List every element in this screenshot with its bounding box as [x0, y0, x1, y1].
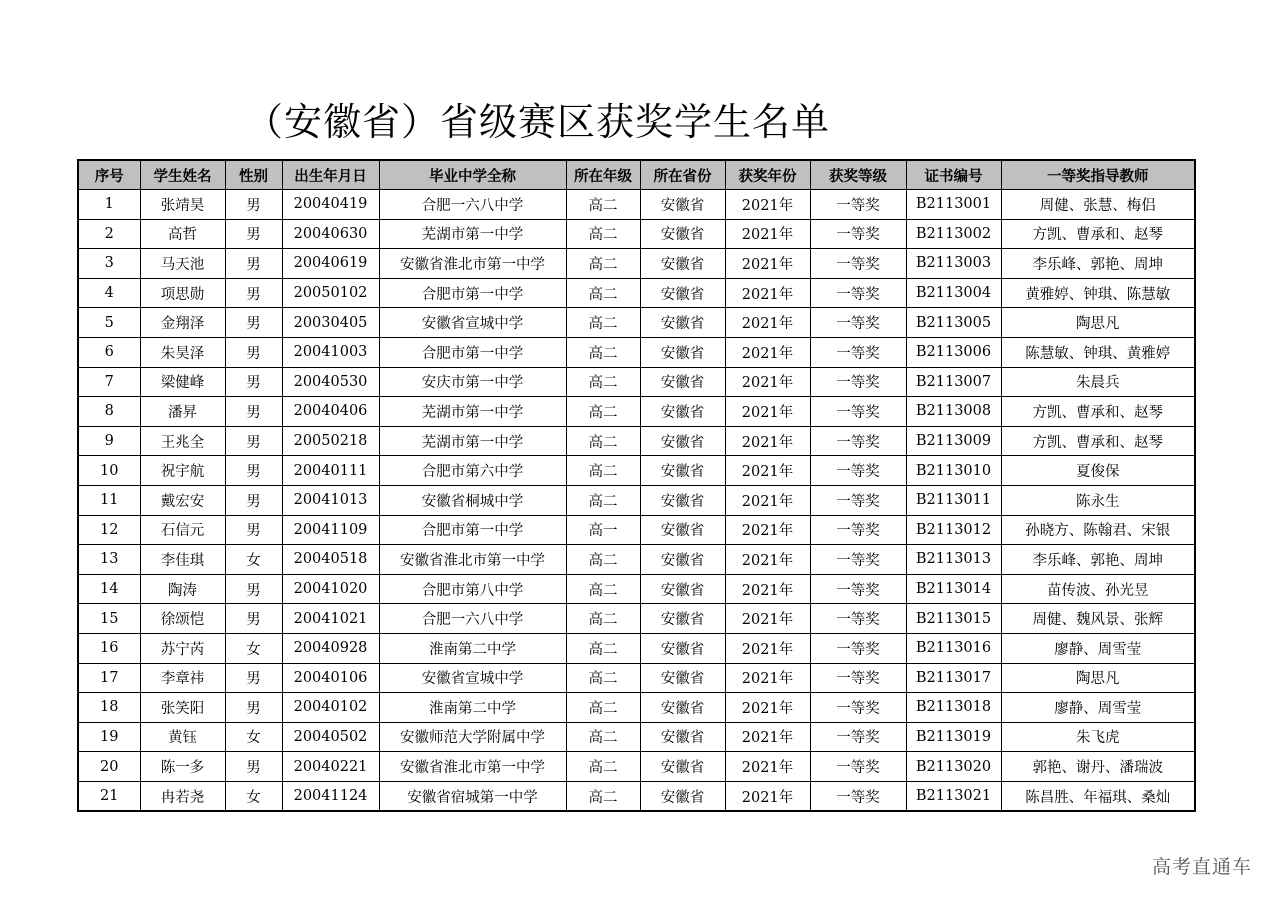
cell-award-year: 2021年 — [725, 456, 810, 486]
table-body — [78, 190, 1195, 812]
cell-province: 安徽省 — [640, 604, 725, 634]
cell-school: 安庆市第一中学 — [379, 367, 566, 397]
cell-certificate: B2113004 — [906, 278, 1001, 308]
cell-birthdate: 20040106 — [282, 663, 379, 693]
cell-province: 安徽省 — [640, 249, 725, 279]
cell-award-level: 一等奖 — [810, 663, 906, 693]
cell-certificate: B2113011 — [906, 485, 1001, 515]
cell-grade: 高二 — [566, 663, 640, 693]
cell-birthdate: 20050218 — [282, 426, 379, 456]
col-header-birthdate: 出生年月日 — [282, 160, 379, 190]
col-header-grade: 所在年级 — [566, 160, 640, 190]
cell-province: 安徽省 — [640, 337, 725, 367]
cell-name: 潘昇 — [140, 397, 225, 427]
cell-award-level: 一等奖 — [810, 278, 906, 308]
cell-index: 4 — [78, 278, 140, 308]
cell-teachers: 陶思凡 — [1001, 308, 1195, 338]
cell-gender: 女 — [225, 633, 282, 663]
cell-award-level: 一等奖 — [810, 781, 906, 811]
cell-award-year: 2021年 — [725, 485, 810, 515]
cell-name: 陈一多 — [140, 752, 225, 782]
cell-award-level: 一等奖 — [810, 249, 906, 279]
cell-province: 安徽省 — [640, 752, 725, 782]
cell-index: 19 — [78, 722, 140, 752]
cell-birthdate: 20040630 — [282, 219, 379, 249]
award-table — [77, 159, 1196, 812]
cell-teachers: 陈慧敏、钟琪、黄雅婷 — [1001, 337, 1195, 367]
col-header-name: 学生姓名 — [140, 160, 225, 190]
cell-gender: 男 — [225, 397, 282, 427]
table-row — [78, 722, 1195, 752]
cell-index: 1 — [78, 190, 140, 220]
cell-birthdate: 20030405 — [282, 308, 379, 338]
cell-grade: 高二 — [566, 190, 640, 220]
cell-award-level: 一等奖 — [810, 426, 906, 456]
cell-award-year: 2021年 — [725, 574, 810, 604]
cell-gender: 男 — [225, 604, 282, 634]
cell-certificate: B2113008 — [906, 397, 1001, 427]
cell-certificate: B2113006 — [906, 337, 1001, 367]
cell-grade: 高二 — [566, 219, 640, 249]
cell-grade: 高二 — [566, 249, 640, 279]
cell-certificate: B2113002 — [906, 219, 1001, 249]
cell-birthdate: 20040221 — [282, 752, 379, 782]
cell-award-year: 2021年 — [725, 426, 810, 456]
cell-birthdate: 20040502 — [282, 722, 379, 752]
cell-award-year: 2021年 — [725, 545, 810, 575]
cell-index: 16 — [78, 633, 140, 663]
cell-name: 祝宇航 — [140, 456, 225, 486]
cell-name: 张笑阳 — [140, 693, 225, 723]
cell-teachers: 李乐峰、郭艳、周坤 — [1001, 545, 1195, 575]
cell-grade: 高二 — [566, 308, 640, 338]
cell-index: 7 — [78, 367, 140, 397]
cell-award-year: 2021年 — [725, 515, 810, 545]
cell-name: 李佳琪 — [140, 545, 225, 575]
table-row — [78, 426, 1195, 456]
cell-birthdate: 20041109 — [282, 515, 379, 545]
cell-index: 6 — [78, 337, 140, 367]
cell-teachers: 方凯、曹承和、赵琴 — [1001, 219, 1195, 249]
cell-grade: 高二 — [566, 545, 640, 575]
cell-gender: 男 — [225, 249, 282, 279]
cell-award-year: 2021年 — [725, 219, 810, 249]
cell-name: 冉若尧 — [140, 781, 225, 811]
cell-index: 13 — [78, 545, 140, 575]
cell-birthdate: 20041124 — [282, 781, 379, 811]
cell-name: 张靖昊 — [140, 190, 225, 220]
col-header-award-year: 获奖年份 — [725, 160, 810, 190]
cell-name: 苏宁芮 — [140, 633, 225, 663]
table-row — [78, 249, 1195, 279]
cell-grade: 高二 — [566, 604, 640, 634]
cell-name: 徐颂恺 — [140, 604, 225, 634]
cell-province: 安徽省 — [640, 219, 725, 249]
cell-province: 安徽省 — [640, 693, 725, 723]
cell-index: 11 — [78, 485, 140, 515]
cell-teachers: 孙晓方、陈翰君、宋银 — [1001, 515, 1195, 545]
cell-teachers: 苗传波、孙光昱 — [1001, 574, 1195, 604]
cell-index: 2 — [78, 219, 140, 249]
cell-name: 朱昊泽 — [140, 337, 225, 367]
cell-school: 芜湖市第一中学 — [379, 397, 566, 427]
cell-index: 18 — [78, 693, 140, 723]
cell-index: 3 — [78, 249, 140, 279]
cell-name: 陶涛 — [140, 574, 225, 604]
cell-grade: 高二 — [566, 633, 640, 663]
cell-certificate: B2113018 — [906, 693, 1001, 723]
cell-province: 安徽省 — [640, 456, 725, 486]
table-row — [78, 308, 1195, 338]
cell-name: 李章祎 — [140, 663, 225, 693]
cell-certificate: B2113014 — [906, 574, 1001, 604]
cell-certificate: B2113003 — [906, 249, 1001, 279]
cell-gender: 男 — [225, 515, 282, 545]
cell-award-year: 2021年 — [725, 604, 810, 634]
cell-name: 梁健峰 — [140, 367, 225, 397]
cell-gender: 男 — [225, 219, 282, 249]
table-row — [78, 397, 1195, 427]
cell-index: 12 — [78, 515, 140, 545]
cell-gender: 男 — [225, 663, 282, 693]
cell-award-year: 2021年 — [725, 337, 810, 367]
cell-teachers: 廖静、周雪莹 — [1001, 633, 1195, 663]
table-row — [78, 190, 1195, 220]
cell-grade: 高二 — [566, 693, 640, 723]
col-header-gender: 性别 — [225, 160, 282, 190]
cell-award-level: 一等奖 — [810, 604, 906, 634]
cell-teachers: 陈永生 — [1001, 485, 1195, 515]
cell-grade: 高二 — [566, 367, 640, 397]
cell-school: 安徽省宿城第一中学 — [379, 781, 566, 811]
cell-gender: 男 — [225, 456, 282, 486]
cell-school: 合肥一六八中学 — [379, 190, 566, 220]
cell-birthdate: 20040102 — [282, 693, 379, 723]
cell-index: 14 — [78, 574, 140, 604]
cell-teachers: 周健、魏风景、张辉 — [1001, 604, 1195, 634]
cell-birthdate: 20041021 — [282, 604, 379, 634]
cell-teachers: 方凯、曹承和、赵琴 — [1001, 426, 1195, 456]
cell-name: 戴宏安 — [140, 485, 225, 515]
table-row — [78, 633, 1195, 663]
cell-birthdate: 20041020 — [282, 574, 379, 604]
cell-teachers: 夏俊保 — [1001, 456, 1195, 486]
cell-award-year: 2021年 — [725, 397, 810, 427]
watermark: 高考直通车 — [1151, 856, 1252, 878]
cell-index: 17 — [78, 663, 140, 693]
cell-birthdate: 20040530 — [282, 367, 379, 397]
col-header-certificate: 证书编号 — [906, 160, 1001, 190]
cell-grade: 高二 — [566, 574, 640, 604]
cell-grade: 高二 — [566, 278, 640, 308]
cell-school: 安徽省宣城中学 — [379, 663, 566, 693]
cell-school: 合肥市第六中学 — [379, 456, 566, 486]
cell-certificate: B2113010 — [906, 456, 1001, 486]
cell-name: 高哲 — [140, 219, 225, 249]
cell-award-level: 一等奖 — [810, 219, 906, 249]
cell-school: 安徽省宣城中学 — [379, 308, 566, 338]
cell-award-level: 一等奖 — [810, 545, 906, 575]
cell-index: 5 — [78, 308, 140, 338]
cell-teachers: 朱飞虎 — [1001, 722, 1195, 752]
cell-school: 安徽师范大学附属中学 — [379, 722, 566, 752]
cell-certificate: B2113001 — [906, 190, 1001, 220]
cell-gender: 男 — [225, 485, 282, 515]
cell-birthdate: 20040928 — [282, 633, 379, 663]
cell-grade: 高二 — [566, 397, 640, 427]
cell-index: 10 — [78, 456, 140, 486]
cell-grade: 高二 — [566, 722, 640, 752]
cell-grade: 高二 — [566, 456, 640, 486]
cell-teachers: 陈昌胜、年福琪、桑灿 — [1001, 781, 1195, 811]
cell-province: 安徽省 — [640, 574, 725, 604]
cell-province: 安徽省 — [640, 663, 725, 693]
cell-school: 安徽省淮北市第一中学 — [379, 249, 566, 279]
cell-province: 安徽省 — [640, 722, 725, 752]
cell-birthdate: 20041003 — [282, 337, 379, 367]
cell-province: 安徽省 — [640, 633, 725, 663]
col-header-index: 序号 — [78, 160, 140, 190]
cell-teachers: 李乐峰、郭艳、周坤 — [1001, 249, 1195, 279]
cell-award-level: 一等奖 — [810, 367, 906, 397]
cell-certificate: B2113021 — [906, 781, 1001, 811]
col-header-province: 所在省份 — [640, 160, 725, 190]
cell-award-level: 一等奖 — [810, 515, 906, 545]
cell-birthdate: 20040406 — [282, 397, 379, 427]
cell-award-level: 一等奖 — [810, 752, 906, 782]
cell-school: 安徽省桐城中学 — [379, 485, 566, 515]
cell-school: 合肥市第一中学 — [379, 278, 566, 308]
table-row — [78, 337, 1195, 367]
table-header-row — [78, 160, 1195, 190]
cell-name: 项思勋 — [140, 278, 225, 308]
cell-province: 安徽省 — [640, 190, 725, 220]
table-row — [78, 752, 1195, 782]
cell-province: 安徽省 — [640, 781, 725, 811]
cell-award-level: 一等奖 — [810, 633, 906, 663]
cell-province: 安徽省 — [640, 426, 725, 456]
table-row — [78, 574, 1195, 604]
cell-gender: 女 — [225, 722, 282, 752]
cell-award-level: 一等奖 — [810, 456, 906, 486]
cell-teachers: 周健、张慧、梅侣 — [1001, 190, 1195, 220]
cell-province: 安徽省 — [640, 308, 725, 338]
cell-gender: 男 — [225, 693, 282, 723]
cell-gender: 男 — [225, 426, 282, 456]
cell-school: 淮南第二中学 — [379, 693, 566, 723]
cell-school: 芜湖市第一中学 — [379, 219, 566, 249]
cell-school: 芜湖市第一中学 — [379, 426, 566, 456]
cell-gender: 男 — [225, 278, 282, 308]
table-row — [78, 278, 1195, 308]
cell-birthdate: 20041013 — [282, 485, 379, 515]
cell-grade: 高一 — [566, 515, 640, 545]
cell-award-year: 2021年 — [725, 633, 810, 663]
cell-school: 安徽省淮北市第一中学 — [379, 752, 566, 782]
cell-birthdate: 20040111 — [282, 456, 379, 486]
cell-certificate: B2113013 — [906, 545, 1001, 575]
cell-certificate: B2113015 — [906, 604, 1001, 634]
cell-gender: 男 — [225, 367, 282, 397]
cell-certificate: B2113007 — [906, 367, 1001, 397]
cell-award-level: 一等奖 — [810, 693, 906, 723]
cell-certificate: B2113019 — [906, 722, 1001, 752]
cell-index: 8 — [78, 397, 140, 427]
cell-grade: 高二 — [566, 426, 640, 456]
cell-teachers: 陶思凡 — [1001, 663, 1195, 693]
table-row — [78, 219, 1195, 249]
cell-gender: 男 — [225, 308, 282, 338]
cell-grade: 高二 — [566, 752, 640, 782]
cell-teachers: 郭艳、谢丹、潘瑞波 — [1001, 752, 1195, 782]
table-row — [78, 367, 1195, 397]
table-row — [78, 604, 1195, 634]
cell-birthdate: 20040518 — [282, 545, 379, 575]
cell-gender: 女 — [225, 545, 282, 575]
cell-award-level: 一等奖 — [810, 722, 906, 752]
cell-award-year: 2021年 — [725, 752, 810, 782]
cell-award-level: 一等奖 — [810, 308, 906, 338]
cell-gender: 女 — [225, 781, 282, 811]
table-row — [78, 485, 1195, 515]
cell-index: 21 — [78, 781, 140, 811]
cell-province: 安徽省 — [640, 485, 725, 515]
cell-birthdate: 20050102 — [282, 278, 379, 308]
table-row — [78, 781, 1195, 811]
cell-teachers: 廖静、周雪莹 — [1001, 693, 1195, 723]
cell-award-year: 2021年 — [725, 663, 810, 693]
cell-school: 合肥市第一中学 — [379, 337, 566, 367]
cell-certificate: B2113009 — [906, 426, 1001, 456]
cell-birthdate: 20040419 — [282, 190, 379, 220]
cell-award-level: 一等奖 — [810, 190, 906, 220]
page-title: （安徽省）省级赛区获奖学生名单 — [244, 100, 830, 144]
cell-certificate: B2113017 — [906, 663, 1001, 693]
cell-certificate: B2113020 — [906, 752, 1001, 782]
table-row — [78, 693, 1195, 723]
cell-province: 安徽省 — [640, 278, 725, 308]
cell-school: 安徽省淮北市第一中学 — [379, 545, 566, 575]
cell-teachers: 朱晨兵 — [1001, 367, 1195, 397]
cell-gender: 男 — [225, 190, 282, 220]
cell-award-level: 一等奖 — [810, 337, 906, 367]
table-row — [78, 545, 1195, 575]
cell-school: 合肥市第八中学 — [379, 574, 566, 604]
cell-award-year: 2021年 — [725, 693, 810, 723]
col-header-school: 毕业中学全称 — [379, 160, 566, 190]
cell-birthdate: 20040619 — [282, 249, 379, 279]
col-header-teachers: 一等奖指导教师 — [1001, 160, 1195, 190]
cell-award-year: 2021年 — [725, 722, 810, 752]
cell-school: 合肥市第一中学 — [379, 515, 566, 545]
table-row — [78, 515, 1195, 545]
cell-index: 15 — [78, 604, 140, 634]
cell-gender: 男 — [225, 574, 282, 604]
cell-gender: 男 — [225, 752, 282, 782]
cell-award-level: 一等奖 — [810, 397, 906, 427]
cell-certificate: B2113016 — [906, 633, 1001, 663]
cell-award-year: 2021年 — [725, 308, 810, 338]
cell-award-level: 一等奖 — [810, 485, 906, 515]
cell-award-year: 2021年 — [725, 278, 810, 308]
cell-province: 安徽省 — [640, 515, 725, 545]
cell-gender: 男 — [225, 337, 282, 367]
cell-award-year: 2021年 — [725, 781, 810, 811]
cell-grade: 高二 — [566, 337, 640, 367]
cell-index: 9 — [78, 426, 140, 456]
cell-index: 20 — [78, 752, 140, 782]
cell-province: 安徽省 — [640, 545, 725, 575]
cell-grade: 高二 — [566, 485, 640, 515]
cell-award-year: 2021年 — [725, 190, 810, 220]
cell-school: 淮南第二中学 — [379, 633, 566, 663]
cell-award-year: 2021年 — [725, 249, 810, 279]
cell-award-year: 2021年 — [725, 367, 810, 397]
table-row — [78, 663, 1195, 693]
cell-province: 安徽省 — [640, 367, 725, 397]
cell-grade: 高二 — [566, 781, 640, 811]
cell-school: 合肥一六八中学 — [379, 604, 566, 634]
cell-award-level: 一等奖 — [810, 574, 906, 604]
table-row — [78, 456, 1195, 486]
cell-province: 安徽省 — [640, 397, 725, 427]
cell-name: 石信元 — [140, 515, 225, 545]
cell-teachers: 黄雅婷、钟琪、陈慧敏 — [1001, 278, 1195, 308]
cell-teachers: 方凯、曹承和、赵琴 — [1001, 397, 1195, 427]
col-header-award-level: 获奖等级 — [810, 160, 906, 190]
cell-name: 马天池 — [140, 249, 225, 279]
cell-name: 王兆全 — [140, 426, 225, 456]
cell-certificate: B2113005 — [906, 308, 1001, 338]
cell-name: 黄钰 — [140, 722, 225, 752]
cell-name: 金翔泽 — [140, 308, 225, 338]
cell-certificate: B2113012 — [906, 515, 1001, 545]
